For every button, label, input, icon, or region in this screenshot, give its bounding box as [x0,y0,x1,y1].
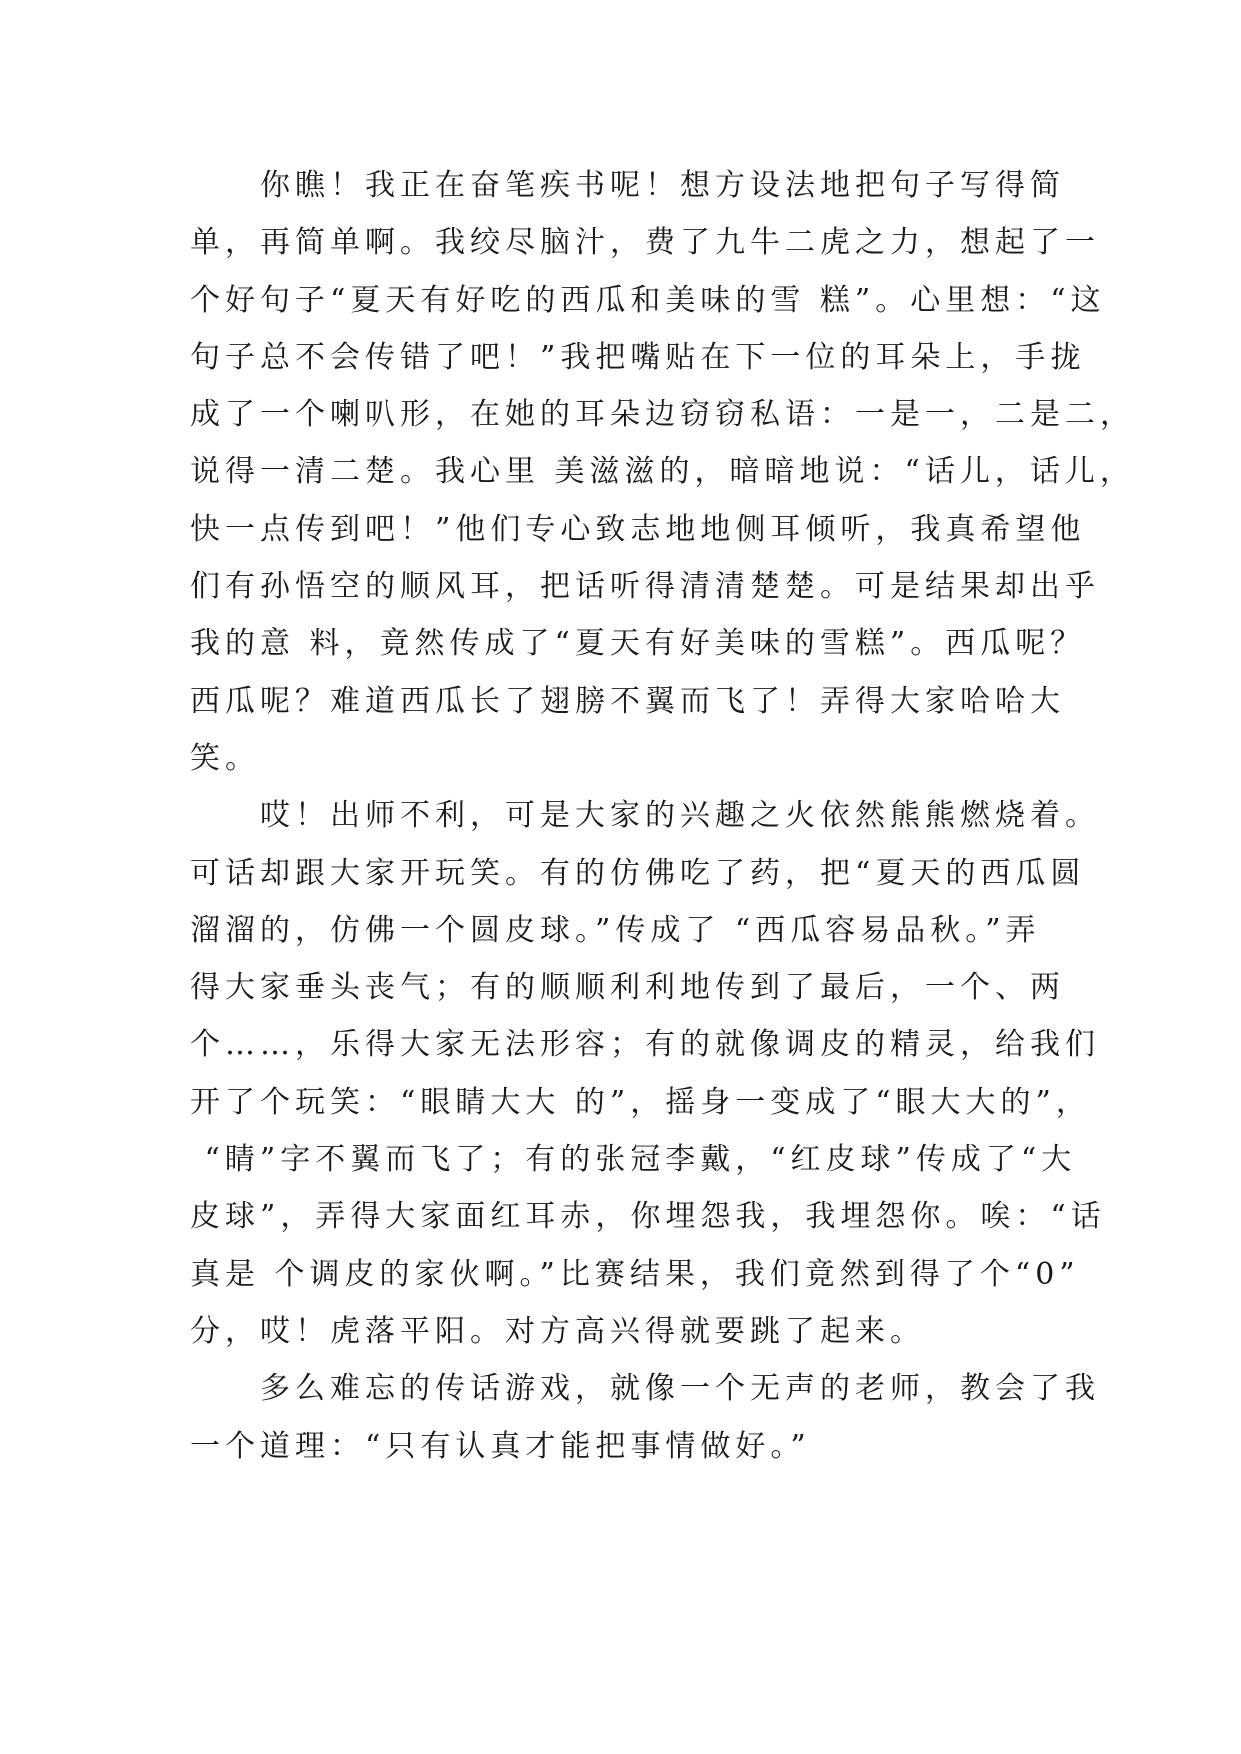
text-line: 个好句子“夏天有好吃的西瓜和美味的雪 糕”。心里想：“这 [190,282,1106,318]
essay-text [190,157,1135,1475]
text-line: 你瞧！我正在奋笔疾书呢！想方设法地把句子写得简 [190,168,1065,203]
text-line: 可话却跟大家开玩笑。有的仿佛吃了药，把“夏天的西瓜圆 [190,855,1086,891]
text-line: 快一点传到吧！”他们专心致志地地侧耳倾听，我真希望他 [190,511,1086,547]
text-line: 得大家垂头丧气；有的顺顺利利地传到了最后，一个、两 [190,970,1065,1006]
text-line: 我的意 料，竟然传成了“夏天有好美味的雪糕”。西瓜呢？ [190,626,1086,662]
text-line: 单，再简单啊。我绞尽脑汁，费了九牛二虎之力，想起了一 [190,225,1100,261]
text-line: 哎！出师不利，可是大家的兴趣之火依然熊熊燃烧着。 [190,798,1100,834]
text-line: 笑。 [190,740,260,776]
text-line: 成了一个喇叭形，在她的耳朵边窃窃私语：一是一，二是二， [190,397,1135,433]
text-line: 一个道理：“只有认真才能把事情做好。” [190,1428,811,1464]
text-line: 们有孙悟空的顺风耳，把话听得清清楚楚。可是结果却出乎 [190,569,1100,605]
text-line: 皮球”，弄得大家面红耳赤，你埋怨我，我埋怨你。唉：“话 [190,1199,1106,1235]
text-line: 说得一清二楚。我心里 美滋滋的，暗暗地说：“话儿，话儿， [190,454,1135,490]
text-line: 多么难忘的传话游戏，就像一个无声的老师，教会了我 [190,1371,1100,1407]
text-line: “睛”字不翼而飞了；有的张冠李戴，“红皮球”传成了“大 [190,1142,1077,1178]
text-line: 西瓜呢？难道西瓜长了翅膀不翼而飞了！弄得大家哈哈大 [190,683,1065,719]
text-line: 溜溜的，仿佛一个圆皮球。”传成了 “西瓜容易品秋。”弄 [190,912,1041,948]
text-line: 分，哎！虎落平阳。对方高兴得就要跳了起来。 [190,1313,925,1349]
text-line: 真是 个调皮的家伙啊。”比赛结果，我们竟然到得了个“0” [190,1256,1080,1292]
text-line: 开了个玩笑：“眼睛大大 的”，摇身一变成了“眼大大的”， [190,1084,1091,1120]
text-line: 个……，乐得大家无法形容；有的就像调皮的精灵，给我们 [190,1027,1100,1063]
text-line: 句子总不会传错了吧！”我把嘴贴在下一位的耳朵上，手拢 [190,339,1086,375]
